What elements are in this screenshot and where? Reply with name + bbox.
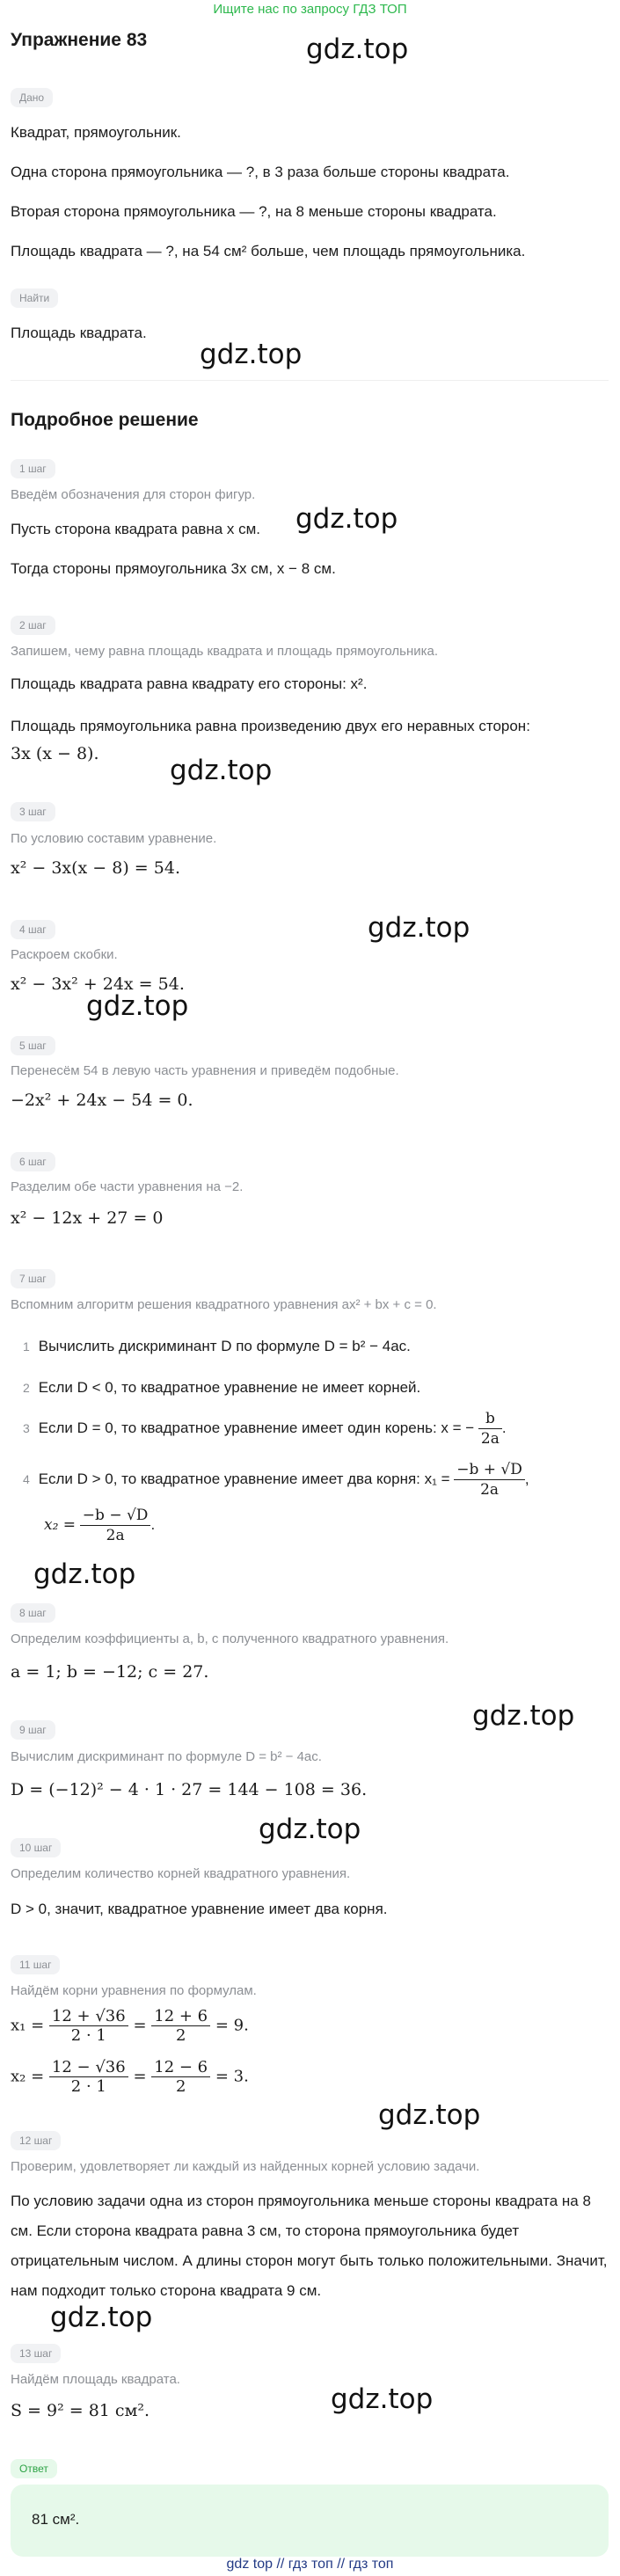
step-badge: 1 шаг <box>11 459 55 478</box>
step-text: Площадь квадрата равна квадрату его стороны: x². <box>11 675 368 692</box>
list-item-continuation <box>44 1506 155 1545</box>
list-text-after: . <box>150 1515 156 1533</box>
step-hint: Вспомним алгоритм решения квадратного уравнения ax² + bx + c = 0. <box>11 1297 437 1312</box>
step-hint: Вычислим дискриминант по формуле D = b² − 4ac. <box>11 1749 322 1764</box>
list-text-after: . <box>501 1419 507 1436</box>
step-badge: 4 шаг <box>11 920 55 939</box>
step-text: Пусть сторона квадрата равна x см. <box>11 521 261 537</box>
list-number: 3 <box>23 1420 30 1435</box>
step-hint: Введём обозначения для сторон фигур. <box>11 487 256 502</box>
fraction-numerator: 12 + √36 <box>49 2007 128 2026</box>
watermark: gdz.top <box>295 503 398 535</box>
step-hint: Проверим, удовлетворяет ли каждый из найденных корней условию задачи. <box>11 2159 480 2174</box>
solution-title: Подробное решение <box>11 410 199 430</box>
list-number: 2 <box>23 1381 30 1395</box>
step-badge: 13 шаг <box>11 2344 61 2363</box>
fraction-numerator: −b − √D <box>80 1506 151 1526</box>
answer-text: 81 см². <box>32 2511 80 2528</box>
fraction-numerator: b <box>478 1409 502 1429</box>
step-hint: Запишем, чему равна площадь квадрата и площадь прямоугольника. <box>11 644 439 659</box>
list-number: 1 <box>23 1339 30 1354</box>
find-text: Площадь квадрата. <box>11 325 147 341</box>
fraction-denominator: 2 · 1 <box>70 2026 106 2045</box>
list-item <box>23 1460 529 1500</box>
fraction-denominator: 2 <box>175 2026 186 2045</box>
list-text: x₂ = <box>44 1515 77 1534</box>
watermark: gdz.top <box>170 755 273 786</box>
answer-box <box>11 2485 609 2557</box>
given-line: Одна сторона прямоугольника — ?, в 3 раза больше стороны квадрата. <box>11 164 510 180</box>
watermark: gdz.top <box>331 2383 434 2415</box>
watermark: gdz.top <box>200 339 303 370</box>
fraction-numerator: 12 − 6 <box>151 2058 210 2077</box>
root-x2: x₂ = $\frac{12 - √36}{2 \cdot 1}$ = $\frac{12 - 6}{2}$ = 3. <box>11 2058 249 2096</box>
root-x1: x₁ = $\frac{12 + √36}{2 \cdot 1}$ = $\frac{12 + 6}{2}$ = 9. <box>11 2007 249 2045</box>
watermark: gdz.top <box>33 1558 136 1590</box>
fraction-denominator: 2 · 1 <box>70 2077 106 2096</box>
step-text: Тогда стороны прямоугольника 3x см, x − 8 см. <box>11 560 336 577</box>
step-hint: Найдём площадь квадрата. <box>11 2372 180 2387</box>
fraction-denominator: 2a <box>480 1430 500 1448</box>
step-badge: 7 шаг <box>11 1269 55 1288</box>
step-hint: По условию составим уравнение. <box>11 831 217 846</box>
answer-badge: Ответ <box>11 2459 57 2478</box>
step-equation: a = 1; b = −12; c = 27. <box>11 1662 209 1682</box>
root-result: = 3. <box>215 2067 249 2086</box>
page-title: Упражнение 83 <box>11 30 148 50</box>
step-text: По условию задачи одна из сторон прямоугольника меньше стороны квадрата на 8 см. Если сторона квадрата равна 3 см, то сторона прямоугольника будет отрицательным числом. А длины сторон могут быть только положительными. Значит, нам подходит только сторона квадрата 9 см. <box>11 2193 608 2299</box>
step-badge: 10 шаг <box>11 1838 61 1857</box>
footer-links[interactable]: gdz top // гдз топ // гдз топ <box>226 2557 394 2572</box>
step-badge: 12 шаг <box>11 2131 61 2150</box>
given-badge: Дано <box>11 88 53 107</box>
fraction-denominator: 2 <box>175 2077 186 2096</box>
step-badge: 8 шаг <box>11 1603 55 1623</box>
step-text: D > 0, значит, квадратное уравнение имеет два корня. <box>11 1901 388 1917</box>
list-text: Если D = 0, то квадратное уравнение имеет один корень: x = − <box>38 1419 475 1436</box>
watermark: gdz.top <box>259 1813 361 1845</box>
fraction <box>49 2007 128 2045</box>
fraction-denominator: 2a <box>480 1481 500 1499</box>
fraction <box>454 1460 525 1500</box>
step-equation: 3x (x − 8). <box>11 744 99 763</box>
watermark: gdz.top <box>50 2302 153 2333</box>
step-badge: 5 шаг <box>11 1036 55 1055</box>
step-equation: S = 9² = 81 см². <box>11 2401 150 2420</box>
list-item <box>23 1378 420 1397</box>
watermark: gdz.top <box>86 990 189 1022</box>
step-equation: x² − 3x² + 24x = 54. <box>11 974 185 994</box>
step-equation: x² − 3x(x − 8) = 54. <box>11 858 180 878</box>
step-hint: Перенесём 54 в левую часть уравнения и приведём подобные. <box>11 1063 399 1078</box>
step-badge: 2 шаг <box>11 616 55 635</box>
step-equation: x² − 12x + 27 = 0 <box>11 1208 164 1228</box>
step-hint: Раскроем скобки. <box>11 947 118 962</box>
step-badge: 11 шаг <box>11 1955 60 1974</box>
list-item <box>23 1409 507 1449</box>
step-badge: 3 шаг <box>11 802 55 821</box>
given-line: Квадрат, прямоугольник. <box>11 124 181 141</box>
fraction-denominator: 2a <box>106 1527 125 1544</box>
step-hint: Определим коэффициенты a, b, c полученного квадратного уравнения. <box>11 1631 449 1646</box>
step-hint: Разделим обе части уравнения на −2. <box>11 1179 244 1194</box>
top-link[interactable]: Ищите нас по запросу ГДЗ ТОП <box>213 2 407 17</box>
divider <box>11 380 609 381</box>
step-hint: Определим количество корней квадратного уравнения. <box>11 1866 351 1881</box>
fraction <box>478 1409 502 1449</box>
fraction <box>49 2058 128 2096</box>
watermark: gdz.top <box>472 1700 575 1732</box>
list-number: 4 <box>23 1471 30 1486</box>
list-text-after: , <box>524 1470 529 1487</box>
fraction-numerator: 12 + 6 <box>151 2007 210 2026</box>
list-text: Если D > 0, то квадратное уравнение имеет два корня: x₁ = <box>38 1470 450 1487</box>
step-equation: −2x² + 24x − 54 = 0. <box>11 1091 193 1110</box>
list-text: Если D < 0, то квадратное уравнение не имеет корней. <box>38 1379 421 1396</box>
fraction <box>151 2007 210 2045</box>
watermark: gdz.top <box>378 2099 481 2131</box>
step-hint: Найдём корни уравнения по формулам. <box>11 1983 257 1998</box>
watermark: gdz.top <box>368 912 470 944</box>
root-lhs: x₁ = <box>11 2016 45 2035</box>
given-line: Площадь квадрата — ?, на 54 см² больше, чем площадь прямоугольника. <box>11 243 526 259</box>
step-badge: 6 шаг <box>11 1152 55 1171</box>
step-equation: D = (−12)² − 4 · 1 · 27 = 144 − 108 = 36. <box>11 1780 368 1799</box>
fraction <box>151 2058 210 2096</box>
given-line: Вторая сторона прямоугольника — ?, на 8 меньше стороны квадрата. <box>11 203 497 220</box>
fraction <box>80 1506 151 1545</box>
step-text: Площадь прямоугольника равна произведению двух его неравных сторон: <box>11 718 530 734</box>
watermark: gdz.top <box>306 33 409 65</box>
root-result: = 9. <box>215 2016 249 2035</box>
fraction-numerator: −b + √D <box>454 1460 525 1480</box>
step-badge: 9 шаг <box>11 1720 55 1740</box>
list-item <box>23 1337 411 1356</box>
root-lhs: x₂ = <box>11 2067 45 2086</box>
list-text: Вычислить дискриминант D по формуле D = b² − 4ac. <box>38 1338 411 1354</box>
find-badge: Найти <box>11 288 58 308</box>
fraction-numerator: 12 − √36 <box>49 2058 128 2077</box>
